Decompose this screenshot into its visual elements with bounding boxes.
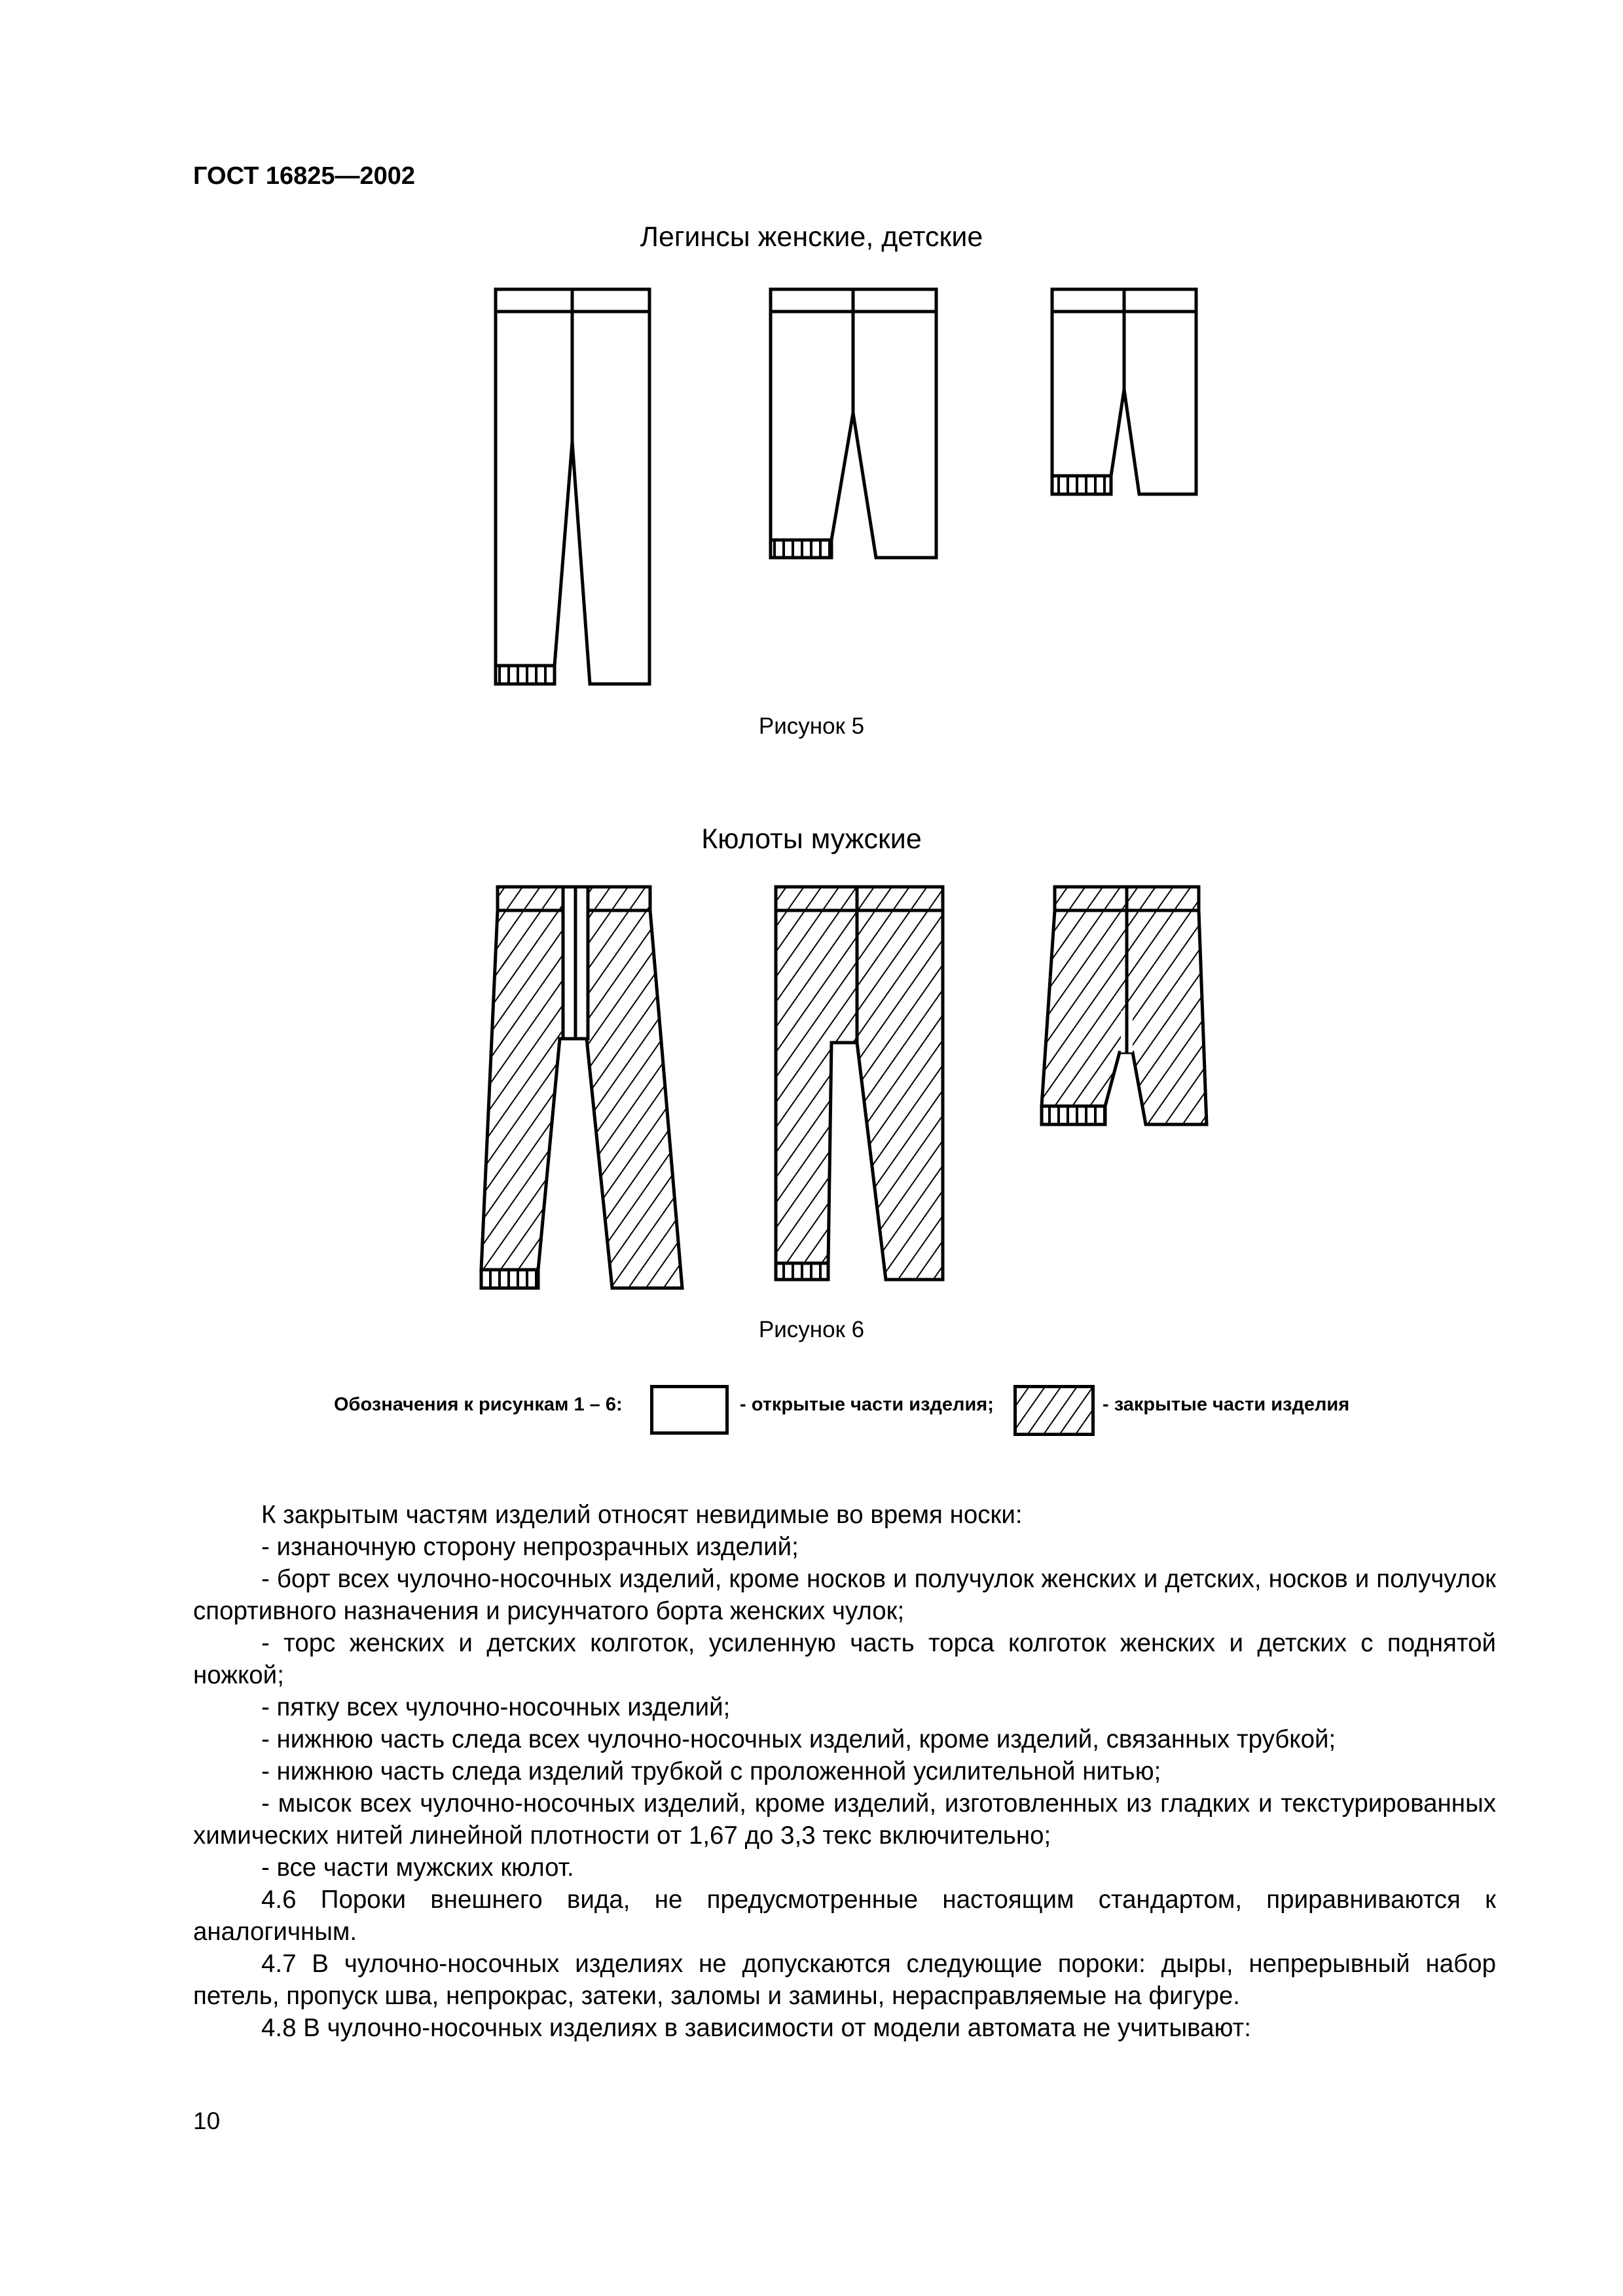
body-paragraph: К закрытым частям изделий относят невидимые во время носки: <box>261 1501 1023 1529</box>
closed-parts-swatch <box>1013 1385 1095 1436</box>
body-paragraph: 4.7 В чулочно-носочных изделиях не допускаются следующие пороки: дыры, непрерывный набор петель, пропуск шва, непрокрас, затеки, заломы и замины, нерасправляемые на фигуре. <box>193 1950 1496 2010</box>
body-paragraph: - борт всех чулочно-носочных изделий, кроме носков и получулок женских и детских, носков и получулок спортивного назначения и рисунчатого борта женских чулок; <box>193 1565 1496 1625</box>
page-number: 10 <box>193 2108 221 2134</box>
document-code: ГОСТ 16825—2002 <box>193 162 416 190</box>
body-paragraph: - пятку всех чулочно-носочных изделий; <box>261 1693 731 1721</box>
body-paragraph: 4.6 Пороки внешнего вида, не предусмотренные настоящим стандартом, приравниваются к аналогичным. <box>193 1886 1496 1946</box>
figure5-caption: Рисунок 5 <box>758 713 865 739</box>
figure6-caption: Рисунок 6 <box>758 1317 865 1342</box>
body-paragraph: - изнаночную сторону непрозрачных изделий; <box>261 1533 799 1561</box>
body-paragraph: - нижнюю часть следа изделий трубкой с проложенной усилительной нитью; <box>261 1757 1161 1785</box>
body-paragraph: 4.8 В чулочно-носочных изделиях в зависимости от модели автомата не учитывают: <box>261 2014 1251 2042</box>
figure5-title: Легинсы женские, детские <box>640 221 983 253</box>
legend-title: Обозначения к рисункам 1 – 6: <box>334 1394 623 1415</box>
body-paragraph: - нижнюю часть следа всех чулочно-носочных изделий, кроме изделий, связанных трубкой; <box>261 1725 1336 1753</box>
body-paragraph: - торс женских и детских колготок, усиленную часть торса колготок женских и детских с поднятой ножкой; <box>193 1629 1496 1689</box>
culottes-medium-icon <box>776 887 943 1280</box>
culottes-long-icon <box>481 887 682 1288</box>
open-parts-label: - открытые части изделия; <box>740 1394 994 1415</box>
body-paragraph: - мысок всех чулочно-носочных изделий, кроме изделий, изготовленных из гладких и текстурированных химических нитей линейной плотности от 1,67 до 3,3 текс включительно; <box>193 1789 1496 1850</box>
figure6-title: Кюлоты мужские <box>701 823 922 855</box>
culottes-short-icon <box>1042 887 1207 1124</box>
open-parts-swatch <box>650 1385 729 1435</box>
body-text <box>193 1499 1496 2044</box>
body-paragraph: - все части мужских кюлот. <box>261 1854 574 1882</box>
closed-parts-label: - закрытые части изделия <box>1103 1394 1350 1415</box>
